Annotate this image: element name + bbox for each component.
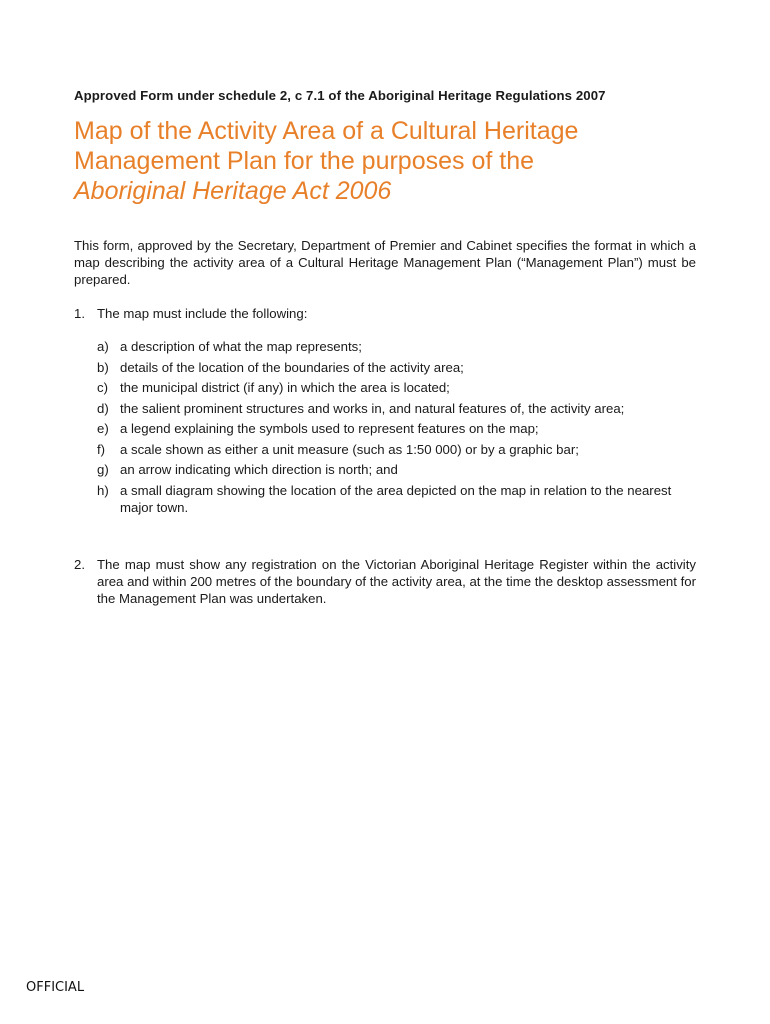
list-item <box>97 461 697 478</box>
title-line-3: Aboriginal Heritage Act 2006 <box>74 177 392 205</box>
point-text: The map must include the following: <box>97 306 308 321</box>
intro-paragraph: This form, approved by the Secretary, Department of Premier and Cabinet specifies the format in which a map describing the activity area of a Cultural Heritage Management Plan (“Management Plan”) must be prepared. <box>74 238 696 287</box>
title-line-1: Map of the Activity Area of a Cultural Heritage <box>74 117 579 145</box>
point-number: 2. <box>74 557 85 572</box>
list-item-text: an arrow indicating which direction is north; and <box>120 462 398 477</box>
title-line-2: Management Plan for the purposes of the <box>74 147 535 175</box>
classification-footer: OFFICIAL <box>26 980 85 995</box>
list-item-text: a small diagram showing the location of the area depicted on the map in relation to the nearest major town. <box>120 482 672 515</box>
list-item <box>97 338 697 355</box>
list-item-text: a legend explaining the symbols used to represent features on the map; <box>120 421 539 436</box>
list-item-text: the salient prominent structures and works in, and natural features of, the activity area; <box>120 400 625 416</box>
list-item-text: details of the location of the boundaries of the activity area; <box>120 359 464 375</box>
list-item-text: a description of what the map represents; <box>120 339 362 354</box>
requirements-list <box>97 338 697 519</box>
point-number: 1. <box>74 306 85 321</box>
list-item <box>97 359 697 376</box>
regulation-heading: Approved Form under schedule 2, c 7.1 of the Aboriginal Heritage Regulations 2007 <box>74 88 606 103</box>
list-item-letter: a) <box>97 339 109 354</box>
list-item-letter: g) <box>97 462 109 477</box>
list-item <box>97 400 697 417</box>
numbered-point-1 <box>74 305 696 322</box>
list-item-letter: f) <box>97 441 106 457</box>
list-item-letter: e) <box>97 421 109 436</box>
list-item-text: the municipal district (if any) in which the area is located; <box>120 380 450 395</box>
point-text: The map must show any registration on the Victorian Aboriginal Heritage Register within the activity area and within 200 metres of the boundary of the activity area, at the time the desktop assessment for the Management Plan was undertaken. <box>97 557 696 606</box>
list-item <box>97 379 697 396</box>
document-title <box>74 116 714 206</box>
list-item-letter: c) <box>97 380 108 395</box>
list-item <box>97 420 697 437</box>
list-item <box>97 482 697 516</box>
list-item-text: a scale shown as either a unit measure (such as 1:50 000) or by a graphic bar; <box>120 441 579 457</box>
list-item <box>97 441 697 458</box>
list-item-letter: b) <box>97 359 109 375</box>
numbered-point-2 <box>74 556 696 607</box>
list-item-letter: d) <box>97 400 109 416</box>
list-item-letter: h) <box>97 482 109 498</box>
